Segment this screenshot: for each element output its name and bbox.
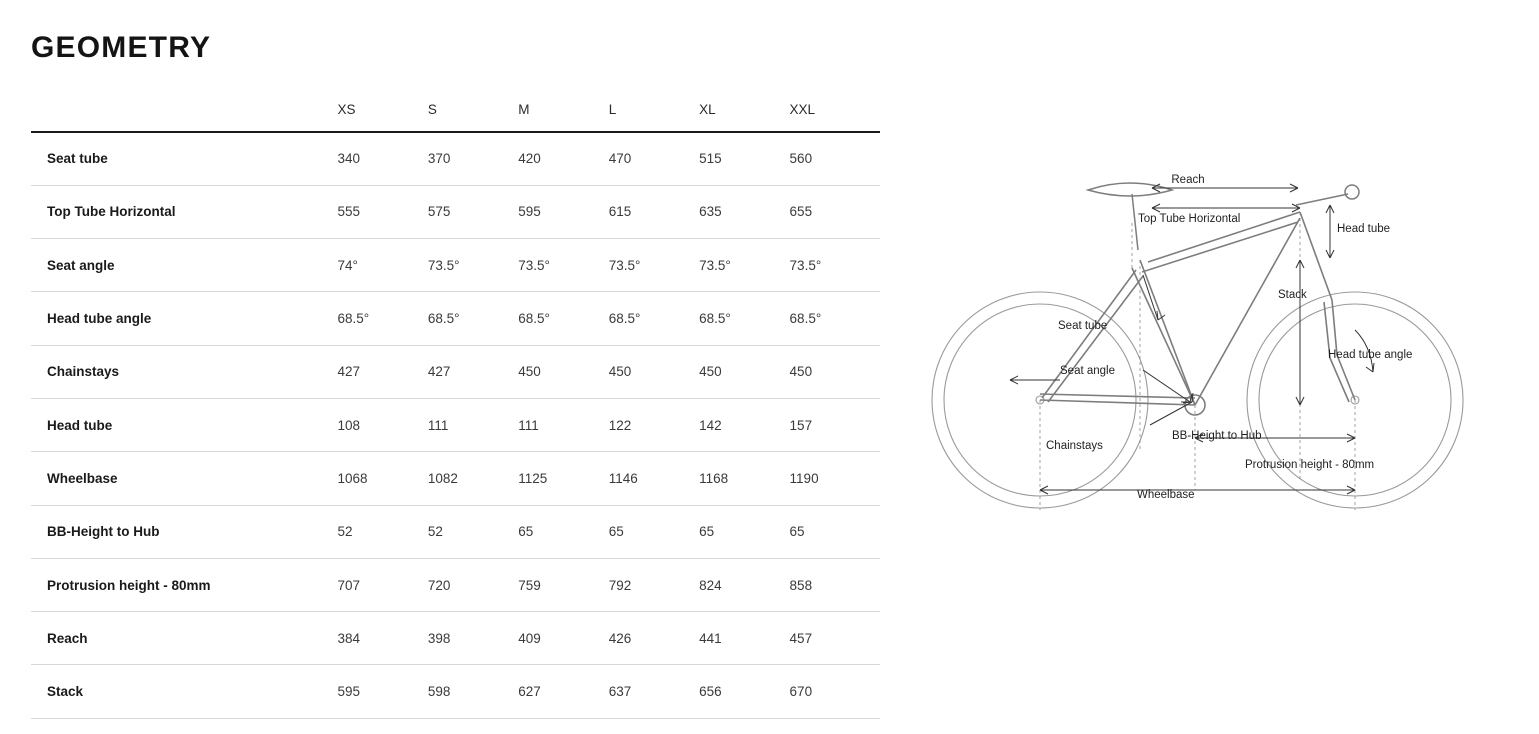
cell-value: 450 — [518, 364, 541, 380]
cell-value: 450 — [789, 364, 813, 380]
row-label: Top Tube Horizontal — [47, 204, 176, 220]
cell-value: 409 — [518, 630, 541, 646]
page-title: GEOMETRY — [31, 31, 212, 64]
table-row — [31, 398, 880, 451]
label-seat-tube: Seat tube — [1058, 320, 1108, 332]
cell-value: 73.5° — [427, 257, 460, 273]
label-bb-height-to-hub: BB-Height to Hub — [1172, 430, 1262, 442]
column-header-s: S — [427, 102, 437, 117]
cell-value: 655 — [789, 204, 813, 220]
cell-value: 68.5° — [789, 311, 822, 327]
cell-value: 384 — [337, 630, 360, 646]
cell-value: 111 — [518, 417, 539, 433]
cell-value: 74° — [337, 257, 358, 273]
cell-value: 108 — [337, 417, 360, 433]
diagram-labels — [1046, 174, 1412, 501]
frame-outline — [1040, 212, 1355, 415]
table-row — [31, 185, 880, 238]
cell-value: 426 — [608, 630, 632, 646]
cell-value: 65 — [518, 524, 534, 540]
cell-value: 68.5° — [337, 311, 370, 327]
row-label: Seat angle — [47, 257, 115, 273]
row-label: Protrusion height - 80mm — [47, 577, 211, 593]
cell-value: 1125 — [518, 470, 548, 486]
cell-value: 73.5° — [699, 257, 731, 273]
cell-value: 68.5° — [518, 311, 550, 327]
cell-value: 1082 — [427, 470, 458, 486]
table-row — [31, 505, 880, 558]
cell-value: 65 — [608, 524, 624, 540]
cell-value: 759 — [518, 577, 541, 593]
column-header-xs: XS — [337, 102, 356, 117]
cell-value: 157 — [789, 417, 813, 433]
bike-geometry-diagram — [900, 150, 1520, 550]
cell-value: 1190 — [789, 470, 819, 486]
cell-value: 858 — [789, 577, 813, 593]
table-row — [31, 452, 880, 505]
cell-value: 398 — [427, 630, 451, 646]
cell-value: 555 — [337, 204, 360, 220]
label-head-tube: Head tube — [1337, 223, 1391, 235]
table-row — [31, 132, 880, 185]
cell-value: 122 — [608, 417, 632, 433]
label-chainstays: Chainstays — [1046, 440, 1103, 452]
cell-value: 52 — [427, 524, 443, 540]
cell-value: 615 — [608, 204, 632, 220]
geometry-table-wrapper — [31, 88, 880, 719]
label-protrusion-height: Protrusion height - 80mm — [1245, 459, 1375, 471]
table-row — [31, 665, 880, 718]
cell-value: 370 — [427, 151, 451, 167]
cell-value: 427 — [337, 364, 360, 380]
cell-value: 792 — [608, 577, 632, 593]
geometry-table — [31, 88, 880, 719]
column-header-m: M — [518, 102, 530, 117]
column-header-xxl: XXL — [789, 102, 816, 117]
cell-value: 560 — [789, 151, 813, 167]
cell-value: 441 — [699, 630, 722, 646]
cell-value: 1168 — [699, 470, 729, 486]
label-seat-angle: Seat angle — [1060, 365, 1115, 377]
cell-value: 73.5° — [608, 257, 641, 273]
cell-value: 457 — [789, 630, 813, 646]
cell-value: 627 — [518, 684, 541, 700]
cell-value: 52 — [337, 524, 353, 540]
label-stack: Stack — [1278, 289, 1307, 301]
cell-value: 515 — [699, 151, 722, 167]
cell-value: 707 — [337, 577, 360, 593]
cell-value: 470 — [608, 151, 632, 167]
cell-value: 68.5° — [427, 311, 460, 327]
table-row — [31, 239, 880, 292]
cell-value: 111 — [427, 417, 449, 433]
cell-value: 73.5° — [789, 257, 822, 273]
row-label: Reach — [47, 630, 88, 646]
table-row — [31, 612, 880, 665]
table-row — [31, 292, 880, 345]
table-row — [31, 345, 880, 398]
cell-value: 1068 — [337, 470, 368, 486]
cell-value: 670 — [789, 684, 813, 700]
cell-value: 420 — [518, 151, 541, 167]
column-header-blank — [31, 88, 337, 132]
table-header — [31, 88, 880, 132]
cell-value: 637 — [608, 684, 632, 700]
cell-value: 65 — [789, 524, 805, 540]
row-label: Head tube — [47, 417, 113, 433]
cell-value: 824 — [699, 577, 722, 593]
row-label: Seat tube — [47, 151, 108, 167]
cell-value: 598 — [427, 684, 451, 700]
cell-value: 68.5° — [608, 311, 641, 327]
column-header-xl: XL — [699, 102, 716, 117]
cell-value: 65 — [699, 524, 715, 540]
cell-value: 635 — [699, 204, 722, 220]
label-reach: Reach — [1171, 174, 1205, 186]
label-head-tube-angle: Head tube angle — [1328, 349, 1413, 361]
table-body — [31, 132, 880, 718]
cell-value: 1146 — [608, 470, 638, 486]
cell-value: 73.5° — [518, 257, 550, 273]
cell-value: 450 — [699, 364, 722, 380]
cell-value: 595 — [518, 204, 541, 220]
cell-value: 450 — [608, 364, 632, 380]
table-row — [31, 558, 880, 611]
cell-value: 595 — [337, 684, 360, 700]
label-top-tube-horizontal: Top Tube Horizontal — [1138, 213, 1241, 225]
cell-value: 340 — [337, 151, 360, 167]
row-label: Head tube angle — [47, 311, 152, 327]
row-label: Stack — [47, 684, 84, 700]
cell-value: 656 — [699, 684, 722, 700]
table-header-row — [31, 88, 880, 132]
row-label: BB-Height to Hub — [47, 524, 160, 540]
label-wheelbase: Wheelbase — [1137, 489, 1195, 501]
row-label: Wheelbase — [47, 470, 118, 486]
cell-value: 142 — [699, 417, 722, 433]
row-label: Chainstays — [47, 364, 120, 380]
column-header-l: L — [608, 102, 617, 117]
cell-value: 68.5° — [699, 311, 731, 327]
cell-value: 575 — [427, 204, 451, 220]
cell-value: 720 — [427, 577, 451, 593]
cell-value: 427 — [427, 364, 451, 380]
